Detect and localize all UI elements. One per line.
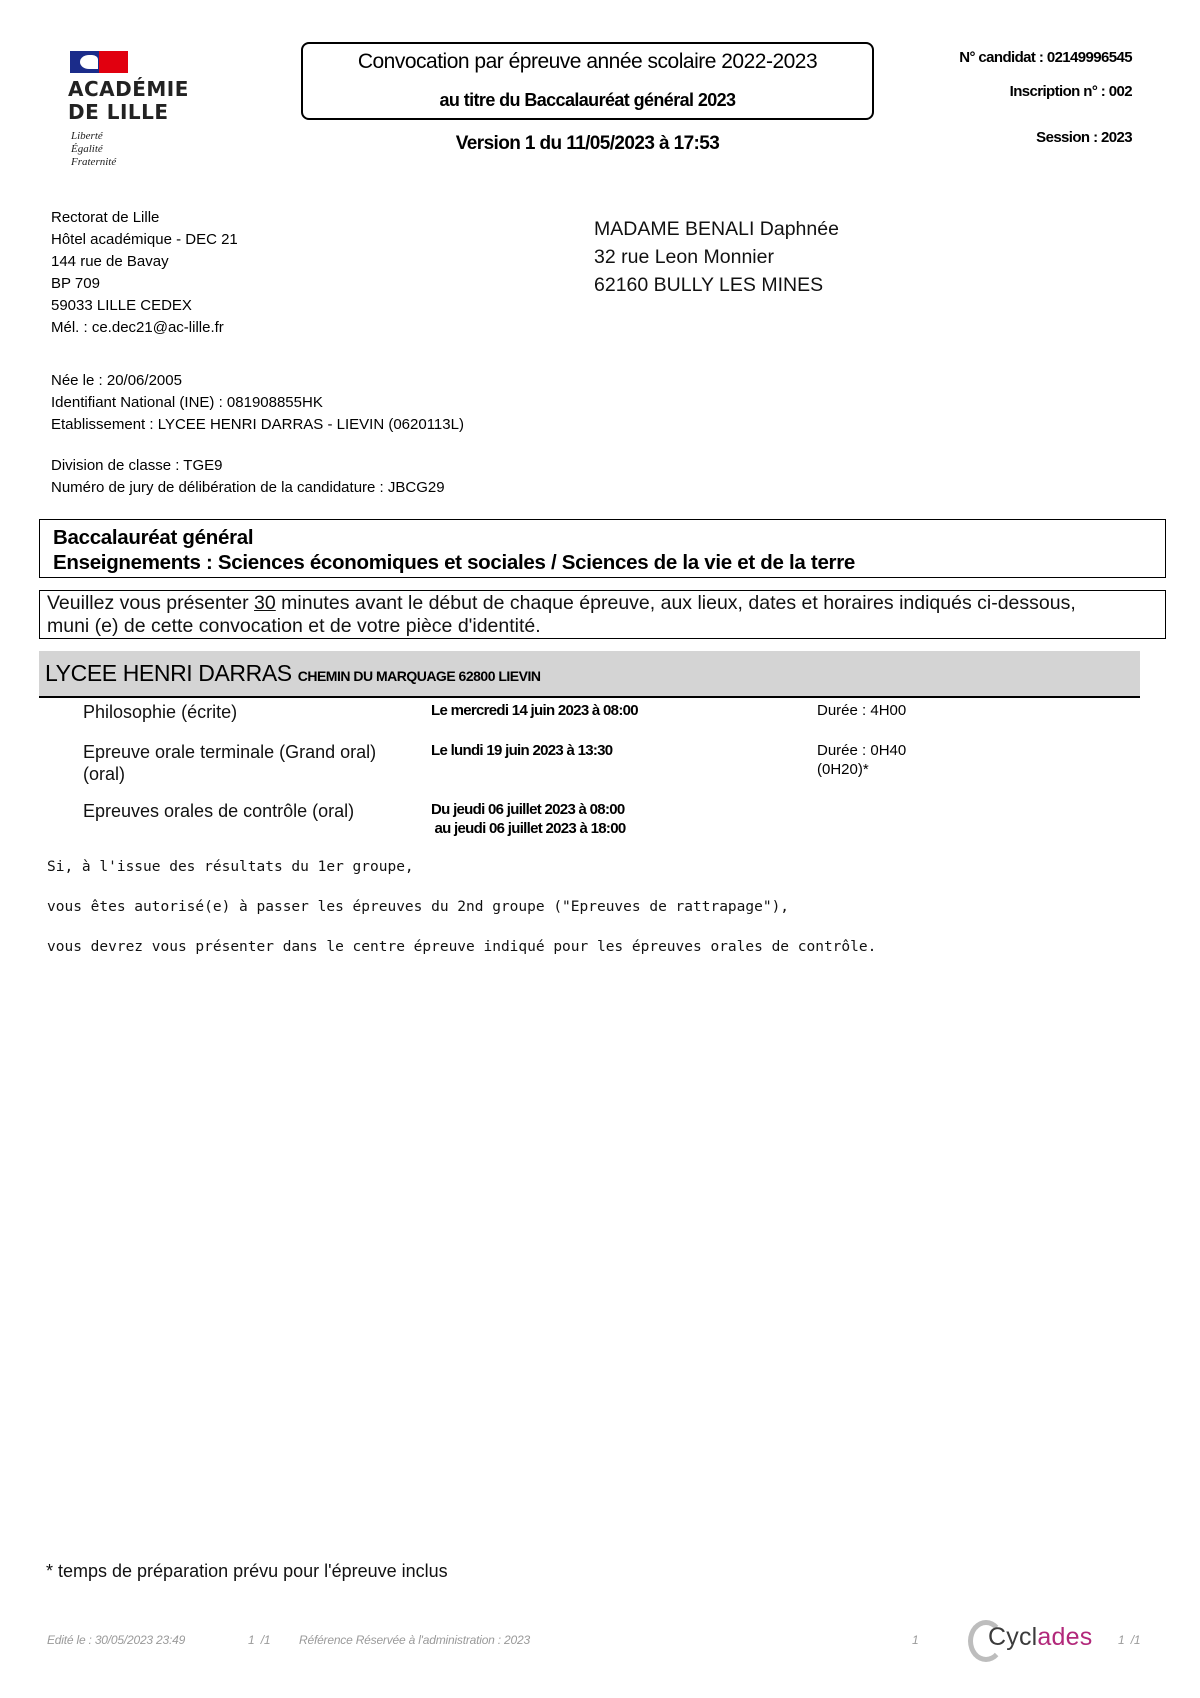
sender-line: BP 709 — [51, 275, 100, 292]
document-subtitle: au titre du Baccalauréat général 2023 — [439, 90, 736, 110]
remark-line: Si, à l'issue des résultats du 1er groupe, — [47, 859, 414, 875]
academie-logo — [68, 48, 208, 173]
remark-line: vous êtes autorisé(e) à passer les épreuves du 2nd groupe ("Epreuves de rattrapage"), — [47, 899, 790, 915]
exam-date — [431, 741, 612, 760]
notice-text: Veuillez vous présenter — [47, 592, 255, 614]
exam-name: Epreuve orale terminale (Grand oral) (oral) — [83, 742, 377, 784]
sender-line: 59033 LILLE CEDEX — [51, 297, 192, 314]
republic-motto — [71, 130, 116, 169]
sender-line: Hôtel académique - DEC 21 — [51, 231, 238, 248]
exam-preparation-time: (0H20)* — [817, 761, 869, 778]
brand-part1: Cycl — [988, 1623, 1038, 1651]
preparation-footnote: * temps de préparation prévu pour l'épreuve inclus — [46, 1561, 448, 1581]
exam-center-address: CHEMIN DU MARQUAGE 62800 LIEVIN — [297, 667, 541, 684]
motto-fraternite: Fraternité — [71, 156, 117, 168]
exam-type-title: Baccalauréat général — [53, 526, 254, 549]
ine-number: Identifiant National (INE) : 081908855HK — [51, 394, 323, 411]
document-title: Convocation par épreuve année scolaire 2022-2023 — [357, 50, 818, 73]
recipient-city: 62160 BULLY LES MINES — [594, 274, 824, 296]
notice-text: minutes avant le début de chaque épreuve, aux lieux, dates et horaires indiqués ci-dessous, — [275, 592, 1076, 614]
candidate-number: N° candidat : 02149996545 — [959, 49, 1132, 66]
exam-center-bar — [39, 651, 1140, 698]
school-name: Etablissement : LYCEE HENRI DARRAS - LIEVIN (0620113L) — [51, 416, 464, 433]
notice-line2: muni (e) de cette convocation et de votre pièce d'identité. — [47, 615, 541, 637]
exam-date-line: Du jeudi 06 juillet 2023 à 08:00 — [431, 801, 625, 818]
exam-type-box — [39, 519, 1166, 578]
birth-date: Née le : 20/06/2005 — [51, 372, 182, 389]
remark-line: vous devrez vous présenter dans le centre épreuve indiqué pour les épreuves orales de contrôle. — [47, 939, 877, 955]
recipient-name: MADAME BENALI Daphnée — [594, 218, 839, 240]
recipient-address — [594, 215, 839, 299]
sender-line: 144 rue de Bavay — [51, 253, 169, 270]
academie-name-line1: ACADÉMIE — [68, 77, 189, 101]
notice-line1 — [47, 592, 1158, 615]
motto-egalite: Égalité — [71, 143, 103, 155]
jury-number: Numéro de jury de délibération de la candidature : JBCG29 — [51, 479, 445, 496]
notice-minutes: 30 — [254, 592, 276, 614]
exam-specialties: Enseignements : Sciences économiques et sociales / Sciences de la vie et de la terre — [53, 551, 856, 574]
marianne-flag-icon — [70, 51, 128, 73]
cyclades-wordmark — [988, 1623, 1092, 1652]
admin-reference: Référence Réservée à l'administration : 2023 — [299, 1633, 530, 1647]
session-year: Session : 2023 — [1036, 129, 1132, 146]
title-box — [301, 42, 874, 120]
exam-duration — [817, 741, 906, 779]
exam-date-line: Le mercredi 14 juin 2023 à 08:00 — [431, 702, 638, 719]
exam-duration-line: Durée : 0H40 — [817, 742, 907, 759]
class-division: Division de classe : TGE9 — [51, 457, 223, 474]
version-line: Version 1 du 11/05/2023 à 17:53 — [455, 133, 720, 154]
exam-duration — [817, 701, 906, 720]
page-counter: 1 /1 — [1118, 1633, 1141, 1647]
recipient-street: 32 rue Leon Monnier — [594, 246, 774, 268]
motto-liberte: Liberté — [71, 130, 103, 142]
edited-date: Edité le : 30/05/2023 23:49 — [47, 1633, 186, 1647]
exam-date-line: au jeudi 06 juillet 2023 à 18:00 — [431, 820, 626, 837]
academie-name-line2: DE LILLE — [68, 100, 169, 124]
candidate-info — [51, 370, 464, 436]
exam-name: Epreuves orales de contrôle (oral) — [83, 801, 355, 821]
sender-email: Mél. : ce.dec21@ac-lille.fr — [51, 319, 224, 336]
cyclades-logo — [968, 1617, 1093, 1665]
exam-date-line: Le lundi 19 juin 2023 à 13:30 — [431, 742, 613, 759]
class-info — [51, 455, 445, 499]
exam-duration-line: Durée : 4H00 — [817, 702, 907, 719]
exam-date — [431, 701, 638, 720]
inscription-number: Inscription n° : 002 — [1009, 83, 1132, 100]
exam-date — [431, 800, 626, 838]
sender-address — [51, 207, 238, 339]
page-counter: 1 /1 — [248, 1633, 271, 1647]
brand-part2: ades — [1037, 1623, 1093, 1651]
sender-line: Rectorat de Lille — [51, 209, 160, 226]
footer-number: 1 — [912, 1633, 919, 1647]
academie-name — [68, 78, 189, 124]
exam-center-name: LYCEE HENRI DARRAS — [45, 660, 292, 686]
arrival-notice — [39, 590, 1166, 639]
exam-name: Philosophie (écrite) — [83, 702, 238, 722]
